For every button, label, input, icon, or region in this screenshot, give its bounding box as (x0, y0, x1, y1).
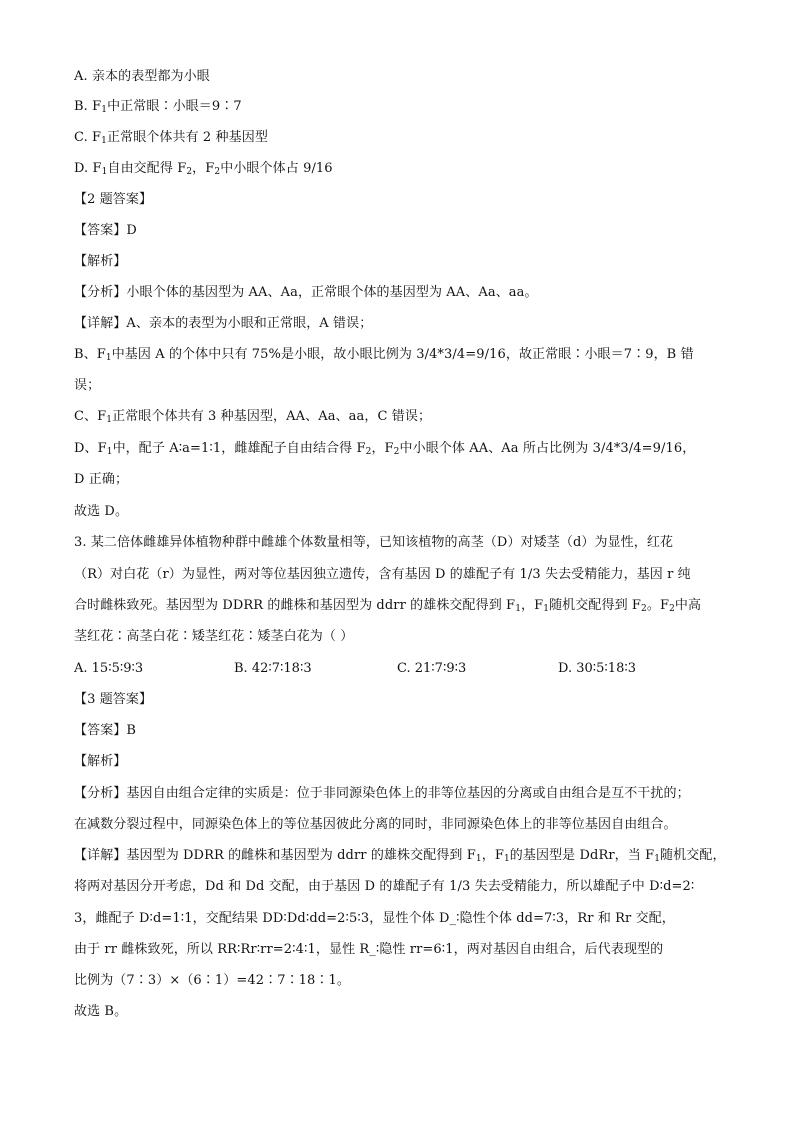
q3-fenxi-line-1: 【分析】基因自由组合定律的实质是：位于非同源染色体上的非等位基因的分离或自由组合是互不干扰的； (74, 786, 690, 801)
q2-detail-d-cont: D 正确； (74, 472, 129, 487)
subscript: 1 (101, 136, 107, 146)
q2-detail-c (74, 408, 431, 426)
q3-option-b: B. 42∶7∶18∶3 (234, 661, 312, 676)
text-span: 中，配子 A∶a=1∶1，雌雄配子自由结合得 F (112, 441, 366, 456)
text-span: ，F (371, 441, 394, 456)
subscript: 2 (365, 447, 372, 457)
q3-answer-header: 【3 题答案】 (74, 692, 153, 707)
text-span: 随机交配， (660, 848, 726, 863)
q2-option-d-text: 自由交配得 F (107, 161, 187, 176)
q3-detail-line-3: 3，雌配子 D∶d=1∶1，交配结果 DD∶Dd∶dd=2∶5∶3，显性个体 D_∶隐性个体 dd=7∶3，Rr 和 Rr 交配， (74, 911, 675, 926)
text-span: 中高 (674, 598, 702, 613)
q3-detail-line-1 (74, 847, 726, 865)
subscript: 1 (475, 854, 482, 864)
q3-stem-line-4: 茎红花∶高茎白花∶矮茎红花∶矮茎白花为（ ） (74, 629, 354, 644)
text-span: 。F (646, 598, 670, 613)
q2-fenxi: 【分析】小眼个体的基因型为 AA、Aa，正常眼个体的基因型为 AA、Aa、aa。 (74, 285, 538, 300)
text-span: ，F (481, 848, 504, 863)
subscript: 1 (106, 447, 113, 457)
q2-option-d-prefix: D. F (74, 161, 102, 176)
q2-option-d-text: ，F (192, 161, 215, 176)
q3-option-c: C. 21∶7∶9∶3 (397, 661, 467, 676)
text-span: 中基因 A 的个体中只有 75%是小眼，故小眼比例为 3/4*3/4=9/16，故正常眼∶小眼＝7∶9，B 错 (111, 347, 694, 362)
q2-answer-header: 【2 题答案】 (74, 192, 153, 207)
subscript: 1 (101, 105, 108, 115)
q3-answer: 【答案】B (74, 723, 137, 738)
q2-conclusion: 故选 D。 (74, 504, 129, 519)
subscript: 2 (186, 167, 193, 177)
q3-stem-line-1: 3. 某二倍体雌雄异体植物种群中雌雄个体数量相等，已知该植物的高茎（D）对矮茎（d）为显性，红花 (74, 535, 674, 550)
text-span: 随机交配得到 F (549, 598, 642, 613)
q2-detail-b (74, 346, 694, 364)
subscript: 2 (214, 167, 221, 177)
q2-option-b-text: 中正常眼∶小眼＝9∶7 (107, 99, 242, 114)
q2-option-a (74, 68, 210, 86)
q3-detail-line-2: 将两对基因分开考虑，Dd 和 Dd 交配，由于基因 D 的雄配子有 1/3 失去受精能力，所以雄配子中 D∶d=2∶ (74, 879, 695, 894)
q3-fenxi-line-2: 在减数分裂过程中，同源染色体上的等位基因彼此分离的同时，非同源染色体上的非等位基因自由组合。 (74, 817, 677, 832)
q3-conclusion: 故选 B。 (74, 1004, 128, 1019)
text-span: C、F (74, 409, 107, 424)
q3-analysis-label: 【解析】 (74, 754, 127, 769)
q3-detail-line-4: 由于 rr 雌株致死，所以 RR∶Rr∶rr=2∶4∶1，显性 R_∶隐性 rr=6∶1，两对基因自由组合，后代表现型的 (74, 942, 664, 957)
subscript: 1 (543, 604, 550, 614)
q2-option-c (74, 129, 268, 147)
q3-stem-line-2: （R）对白花（r）为显性，两对等位基因独立遗传，含有基因 D 的雄配子有 1/3 失去受精能力，基因 r 纯 (74, 567, 691, 582)
subscript: 1 (106, 415, 113, 425)
text-span: 的基因型是 DdRr，当 F (509, 848, 655, 863)
subscript: 2 (641, 604, 647, 614)
subscript: 1 (503, 854, 510, 864)
q2-option-d-text: 中小眼个体占 9/16 (220, 161, 333, 176)
subscript: 1 (515, 604, 522, 614)
q3-option-a: A. 15∶5∶9∶3 (74, 661, 144, 676)
q2-option-d (74, 160, 333, 178)
subscript: 1 (654, 854, 661, 864)
q2-detail-b-cont: 误； (74, 378, 101, 393)
q2-answer: 【答案】D (74, 223, 137, 238)
subscript: 1 (101, 167, 108, 177)
text-span: 合时雌株致死。基因型为 DDRR 的雌株和基因型为 ddrr 的雄株交配得到 F (74, 598, 516, 613)
subscript: 2 (393, 447, 400, 457)
q2-option-b (74, 98, 242, 116)
text-span: ，F (521, 598, 544, 613)
q2-option-c-text: 正常眼个体共有 2 种基因型 (107, 130, 268, 145)
subscript: 1 (105, 353, 112, 363)
q2-option-c-prefix: C. F (74, 130, 102, 145)
q2-detail-d (74, 440, 695, 458)
text-span: 中小眼个体 AA、Aa 所占比例为 3/4*3/4=9/16， (399, 441, 696, 456)
q3-detail-line-5: 比例为（7∶3）×（6∶1）=42∶7∶18∶1。 (74, 973, 350, 988)
text-span: 正常眼个体共有 3 种基因型，AA、Aa、aa，C 错误； (112, 409, 432, 424)
q2-detail-a: 【详解】A、亲本的表型为小眼和正常眼，A 错误； (74, 316, 373, 331)
q3-option-d: D. 30∶5∶18∶3 (558, 661, 636, 676)
q2-analysis-label: 【解析】 (74, 254, 127, 269)
q2-option-b-prefix: B. F (74, 99, 102, 114)
text-span: D、F (74, 441, 107, 456)
q3-stem-line-3 (74, 597, 701, 615)
text-span: B、F (74, 347, 106, 362)
subscript: 2 (669, 604, 675, 614)
text-span: 【详解】基因型为 DDRR 的雌株和基因型为 ddrr 的雄株交配得到 F (74, 848, 476, 863)
q2-option-a-text: A. 亲本的表型都为小眼 (74, 69, 210, 84)
